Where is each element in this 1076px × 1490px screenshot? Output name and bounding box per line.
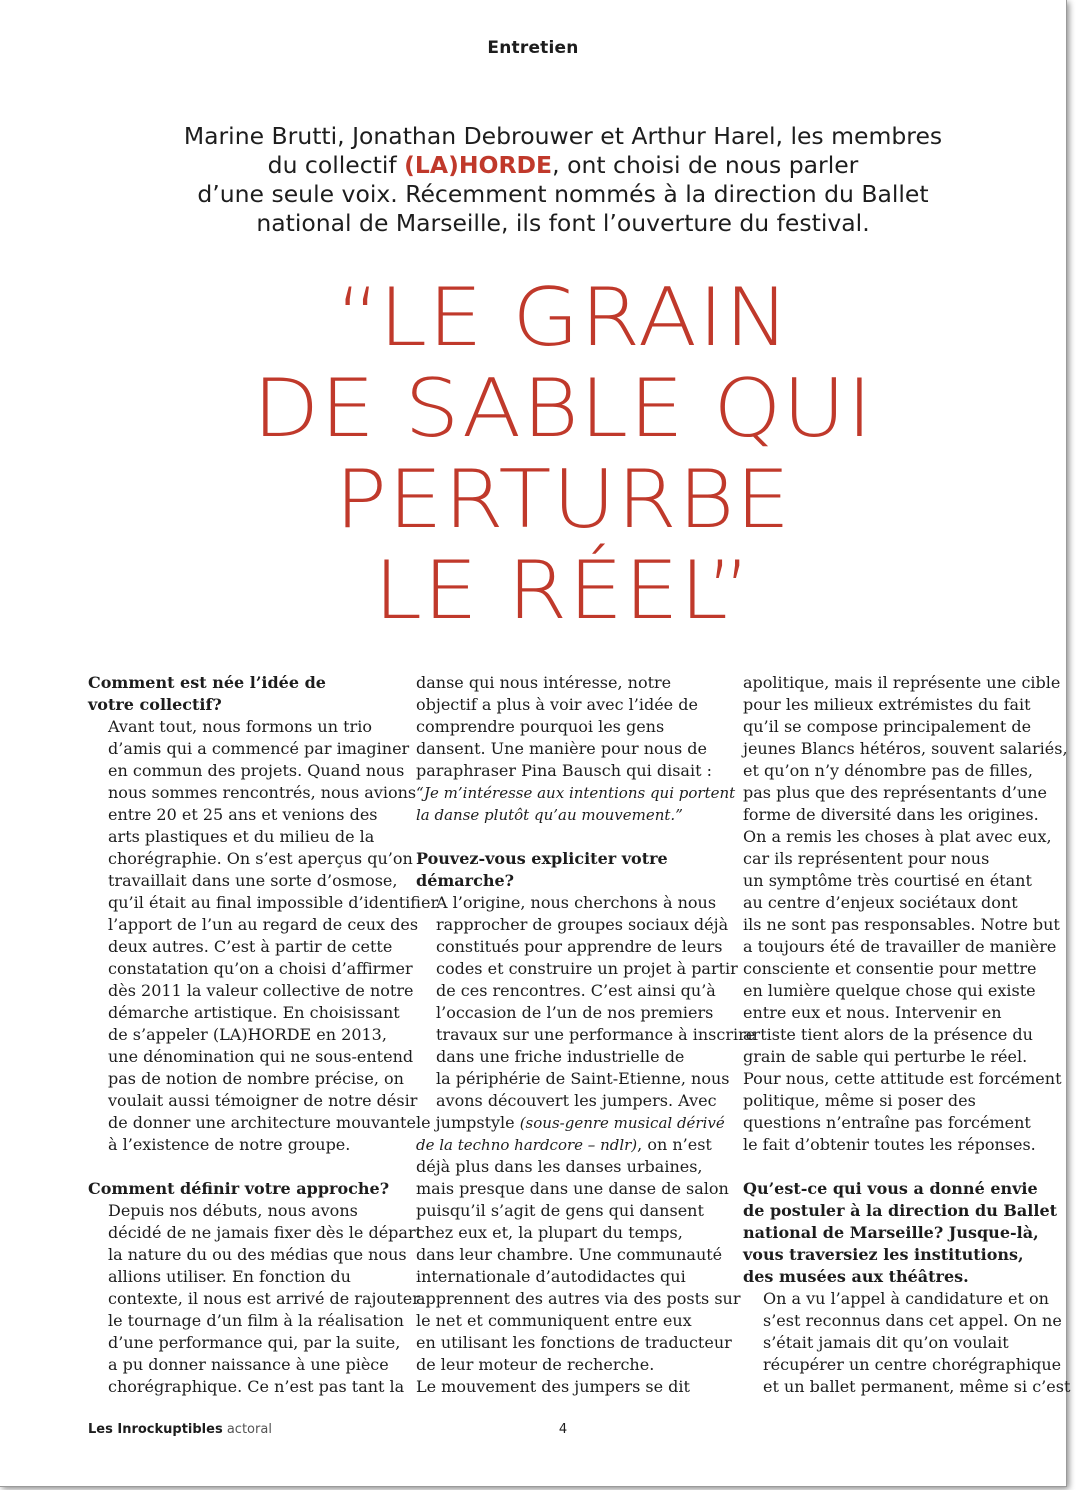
body-line: questions n’entraîne pas forcément — [743, 1113, 1031, 1132]
body-line: démarche artistique. En choisissant — [108, 1003, 400, 1022]
aside-text: de la techno hardcore – ndlr) — [416, 1136, 638, 1154]
body-line: comprendre pourquoi les gens — [416, 717, 665, 736]
collective-name: (LA)HORDE — [404, 151, 553, 179]
text-column-2 — [416, 672, 756, 1398]
body-line: et qu’on n’y dénombre pas de filles, — [743, 761, 1033, 780]
body-line: ils ne sont pas responsables. Notre but — [743, 915, 1060, 934]
body-line: danse qui nous intéresse, notre — [416, 673, 672, 692]
body-line: apprennent des autres via des posts sur — [416, 1289, 741, 1308]
body-line: artiste tient alors de la présence du — [743, 1025, 1033, 1044]
question — [416, 848, 716, 892]
body-line: On a vu l’appel à candidature et on — [763, 1289, 1049, 1308]
body-line: puisqu’il s’agit de gens qui dansent — [416, 1201, 704, 1220]
page-number: 4 — [558, 1422, 568, 1437]
body-line: nous sommes rencontrés, nous avions — [108, 783, 417, 802]
body-line: qu’il était au final impossible d’identifier — [108, 893, 439, 912]
body-line: entre eux et nous. Intervenir en — [743, 1003, 1002, 1022]
body-line: récupérer un centre chorégraphique — [763, 1355, 1062, 1374]
body-line: chez eux et, la plupart du temps, — [416, 1223, 683, 1242]
body-line: pas de notion de nombre précise, on — [108, 1069, 404, 1088]
standfirst — [120, 122, 1006, 238]
body-line: à l’existence de notre groupe. — [108, 1135, 351, 1154]
answer-paragraph — [88, 716, 439, 1156]
body-line: pas plus que des représentants d’une — [743, 783, 1048, 802]
body-line: la nature du ou des médias que nous — [108, 1245, 407, 1264]
body-line: internationale d’autodidactes qui — [416, 1267, 686, 1286]
body-line: pour les milieux extrémistes du fait — [743, 695, 1031, 714]
body-line: mais presque dans une danse de salon — [416, 1179, 729, 1198]
body-line: et un ballet permanent, même si c’est — [763, 1377, 1071, 1396]
magazine-name: Les Inrockuptibles — [88, 1422, 223, 1437]
body-line: constitués pour apprendre de leurs — [436, 937, 723, 956]
body-line: codes et construire un projet à partir — [436, 959, 738, 978]
body-line: une dénomination qui ne sous-entend — [108, 1047, 414, 1066]
body-line: allions utiliser. En fonction du — [108, 1267, 351, 1286]
body-line: au centre d’enjeux sociétaux dont — [743, 893, 1018, 912]
body-line: A l’origine, nous cherchons à nous — [436, 893, 717, 912]
answer-paragraph — [743, 1288, 1071, 1398]
body-line: de donner une architecture mouvante — [108, 1113, 416, 1132]
question-line: Comment définir votre approche? — [88, 1179, 390, 1198]
body-line: contexte, il nous est arrivé de rajouter — [108, 1289, 420, 1308]
answer-paragraph — [416, 892, 756, 1112]
body-text: , on n’est — [637, 1135, 712, 1154]
body-line: entre 20 et 25 ans et venions des — [108, 805, 378, 824]
answer-paragraph — [743, 672, 1068, 1156]
text-column-1 — [88, 672, 439, 1398]
standfirst-line: Marine Brutti, Jonathan Debrouwer et Arthur Harel, les membres — [183, 122, 943, 150]
body-line: politique, même si poser des — [743, 1091, 976, 1110]
body-line: apolitique, mais il représente une cible — [743, 673, 1061, 692]
body-line: avons découvert les jumpers. Avec — [436, 1091, 717, 1110]
body-line: un symptôme très courtisé en étant — [743, 871, 1032, 890]
paragraph-gap — [743, 1156, 1043, 1178]
question — [88, 672, 388, 716]
body-line: de s’appeler (LA)HORDE en 2013, — [108, 1025, 387, 1044]
body-line — [416, 1112, 725, 1134]
body-line: s’était jamais dit qu’on voulait — [763, 1333, 1009, 1352]
body-line: grain de sable qui perturbe le réel. — [743, 1047, 1028, 1066]
question — [743, 1178, 1058, 1288]
headline — [106, 272, 1020, 636]
pina-bausch-quote — [416, 782, 736, 826]
question-line: démarche? — [416, 871, 515, 890]
body-line: dans leur chambre. Une communauté — [416, 1245, 723, 1264]
footer-credit — [88, 1422, 272, 1437]
body-text: le jumpstyle — [416, 1113, 520, 1132]
quote-line — [416, 782, 736, 804]
question — [88, 1178, 388, 1200]
quote-text: la danse plutôt qu’au mouvement.” — [416, 806, 683, 824]
body-line: d’une performance qui, par la suite, — [108, 1333, 401, 1352]
body-line: le fait d’obtenir toutes les réponses. — [743, 1135, 1036, 1154]
body-line: arts plastiques et du milieu de la — [108, 827, 375, 846]
question-line: Comment est née l’idée de — [88, 673, 326, 692]
body-line: qu’il se compose principalement de — [743, 717, 1032, 736]
answer-paragraph — [416, 672, 716, 782]
body-line: Le mouvement des jumpers se dit — [416, 1377, 690, 1396]
standfirst-line: national de Marseille, ils font l’ouverture du festival. — [256, 209, 870, 237]
body-line: travaillait dans une sorte d’osmose, — [108, 871, 398, 890]
body-line: paraphraser Pina Bausch qui disait : — [416, 761, 712, 780]
answer-paragraph — [88, 1200, 423, 1398]
standfirst-line: d’une seule voix. Récemment nommés à la direction du Ballet — [197, 180, 929, 208]
body-line: en utilisant les fonctions de traducteur — [416, 1333, 732, 1352]
body-line: dès 2011 la valeur collective de notre — [108, 981, 414, 1000]
body-line: jeunes Blancs hétéros, souvent salariés, — [743, 739, 1068, 758]
body-line: l’occasion de l’un de nos premiers — [436, 1003, 714, 1022]
headline-line: PERTURBE — [334, 453, 792, 546]
body-line: s’est reconnus dans cet appel. On ne — [763, 1311, 1062, 1330]
headline-line: LE RÉEL” — [373, 544, 753, 637]
body-line: de leur moteur de recherche. — [416, 1355, 655, 1374]
body-line: objectif a plus à voir avec l’idée de — [416, 695, 698, 714]
body-line: travaux sur une performance à inscrire — [436, 1025, 756, 1044]
body-line: national de Marseille? Jusque-là, — [743, 1223, 1039, 1242]
body-line: consciente et consentie pour mettre — [743, 959, 1037, 978]
section-rubric: Entretien — [487, 38, 579, 58]
body-line: constatation qu’on a choisi d’affirmer — [108, 959, 413, 978]
headline-line: “LE GRAIN — [335, 271, 791, 364]
text-column-3 — [743, 672, 1071, 1398]
body-line: déjà plus dans les danses urbaines, — [416, 1157, 703, 1176]
body-line: de postuler à la direction du Ballet — [743, 1201, 1058, 1220]
body-line: en lumière quelque chose qui existe — [743, 981, 1036, 1000]
body-line: chorégraphique. Ce n’est pas tant la — [108, 1377, 405, 1396]
body-line: la périphérie de Saint-Etienne, nous — [436, 1069, 730, 1088]
aside-text: (sous-genre musical dérivé — [519, 1114, 725, 1132]
body-line: car ils représentent pour nous — [743, 849, 990, 868]
body-line: On a remis les choses à plat avec eux, — [743, 827, 1052, 846]
body-line: deux autres. C’est à partir de cette — [108, 937, 393, 956]
body-line: en commun des projets. Quand nous — [108, 761, 405, 780]
body-line: Qu’est-ce qui vous a donné envie — [743, 1179, 1038, 1198]
standfirst-text: du collectif — [267, 151, 405, 179]
paragraph-gap — [88, 1156, 388, 1178]
standfirst-text: , ont choisi de nous parler — [552, 151, 859, 179]
body-line: le net et communiquent entre eux — [416, 1311, 692, 1330]
standfirst-line — [120, 151, 1006, 180]
question-line: Pouvez-vous expliciter votre — [416, 849, 668, 868]
answer-paragraph-cont — [416, 1112, 725, 1156]
body-line: dansent. Une manière pour nous de — [416, 739, 707, 758]
quote-text: “Je m’intéresse aux intentions qui portent — [416, 784, 736, 802]
magazine-supplement: actoral — [226, 1422, 272, 1437]
paragraph-gap — [416, 826, 716, 848]
body-line: décidé de ne jamais fixer dès le départ — [108, 1223, 423, 1242]
body-line: forme de diversité dans les origines. — [743, 805, 1039, 824]
body-line: de ces rencontres. C’est ainsi qu’à — [436, 981, 716, 1000]
body-line: a toujours été de travailler de manière — [743, 937, 1057, 956]
body-line: vous traversiez les institutions, — [743, 1245, 1024, 1264]
body-line — [416, 1134, 716, 1156]
body-line: d’amis qui a commencé par imaginer — [108, 739, 410, 758]
question-line: votre collectif? — [88, 695, 222, 714]
quote-line — [416, 804, 716, 826]
body-line: l’apport de l’un au regard de ceux des — [108, 915, 419, 934]
body-line: Avant tout, nous formons un trio — [108, 717, 372, 736]
answer-paragraph-cont — [416, 1156, 741, 1398]
body-line: le tournage d’un film à la réalisation — [108, 1311, 404, 1330]
body-line: a pu donner naissance à une pièce — [108, 1355, 389, 1374]
body-line: dans une friche industrielle de — [436, 1047, 685, 1066]
body-line: Depuis nos débuts, nous avons — [108, 1201, 358, 1220]
body-line: chorégraphie. On s’est aperçus qu’on — [108, 849, 413, 868]
body-line: des musées aux théâtres. — [743, 1267, 969, 1286]
body-line: rapprocher de groupes sociaux déjà — [436, 915, 729, 934]
body-line: voulait aussi témoigner de notre désir — [108, 1091, 418, 1110]
headline-line: DE SABLE QUI — [252, 362, 874, 455]
body-line: Pour nous, cette attitude est forcément — [743, 1069, 1062, 1088]
